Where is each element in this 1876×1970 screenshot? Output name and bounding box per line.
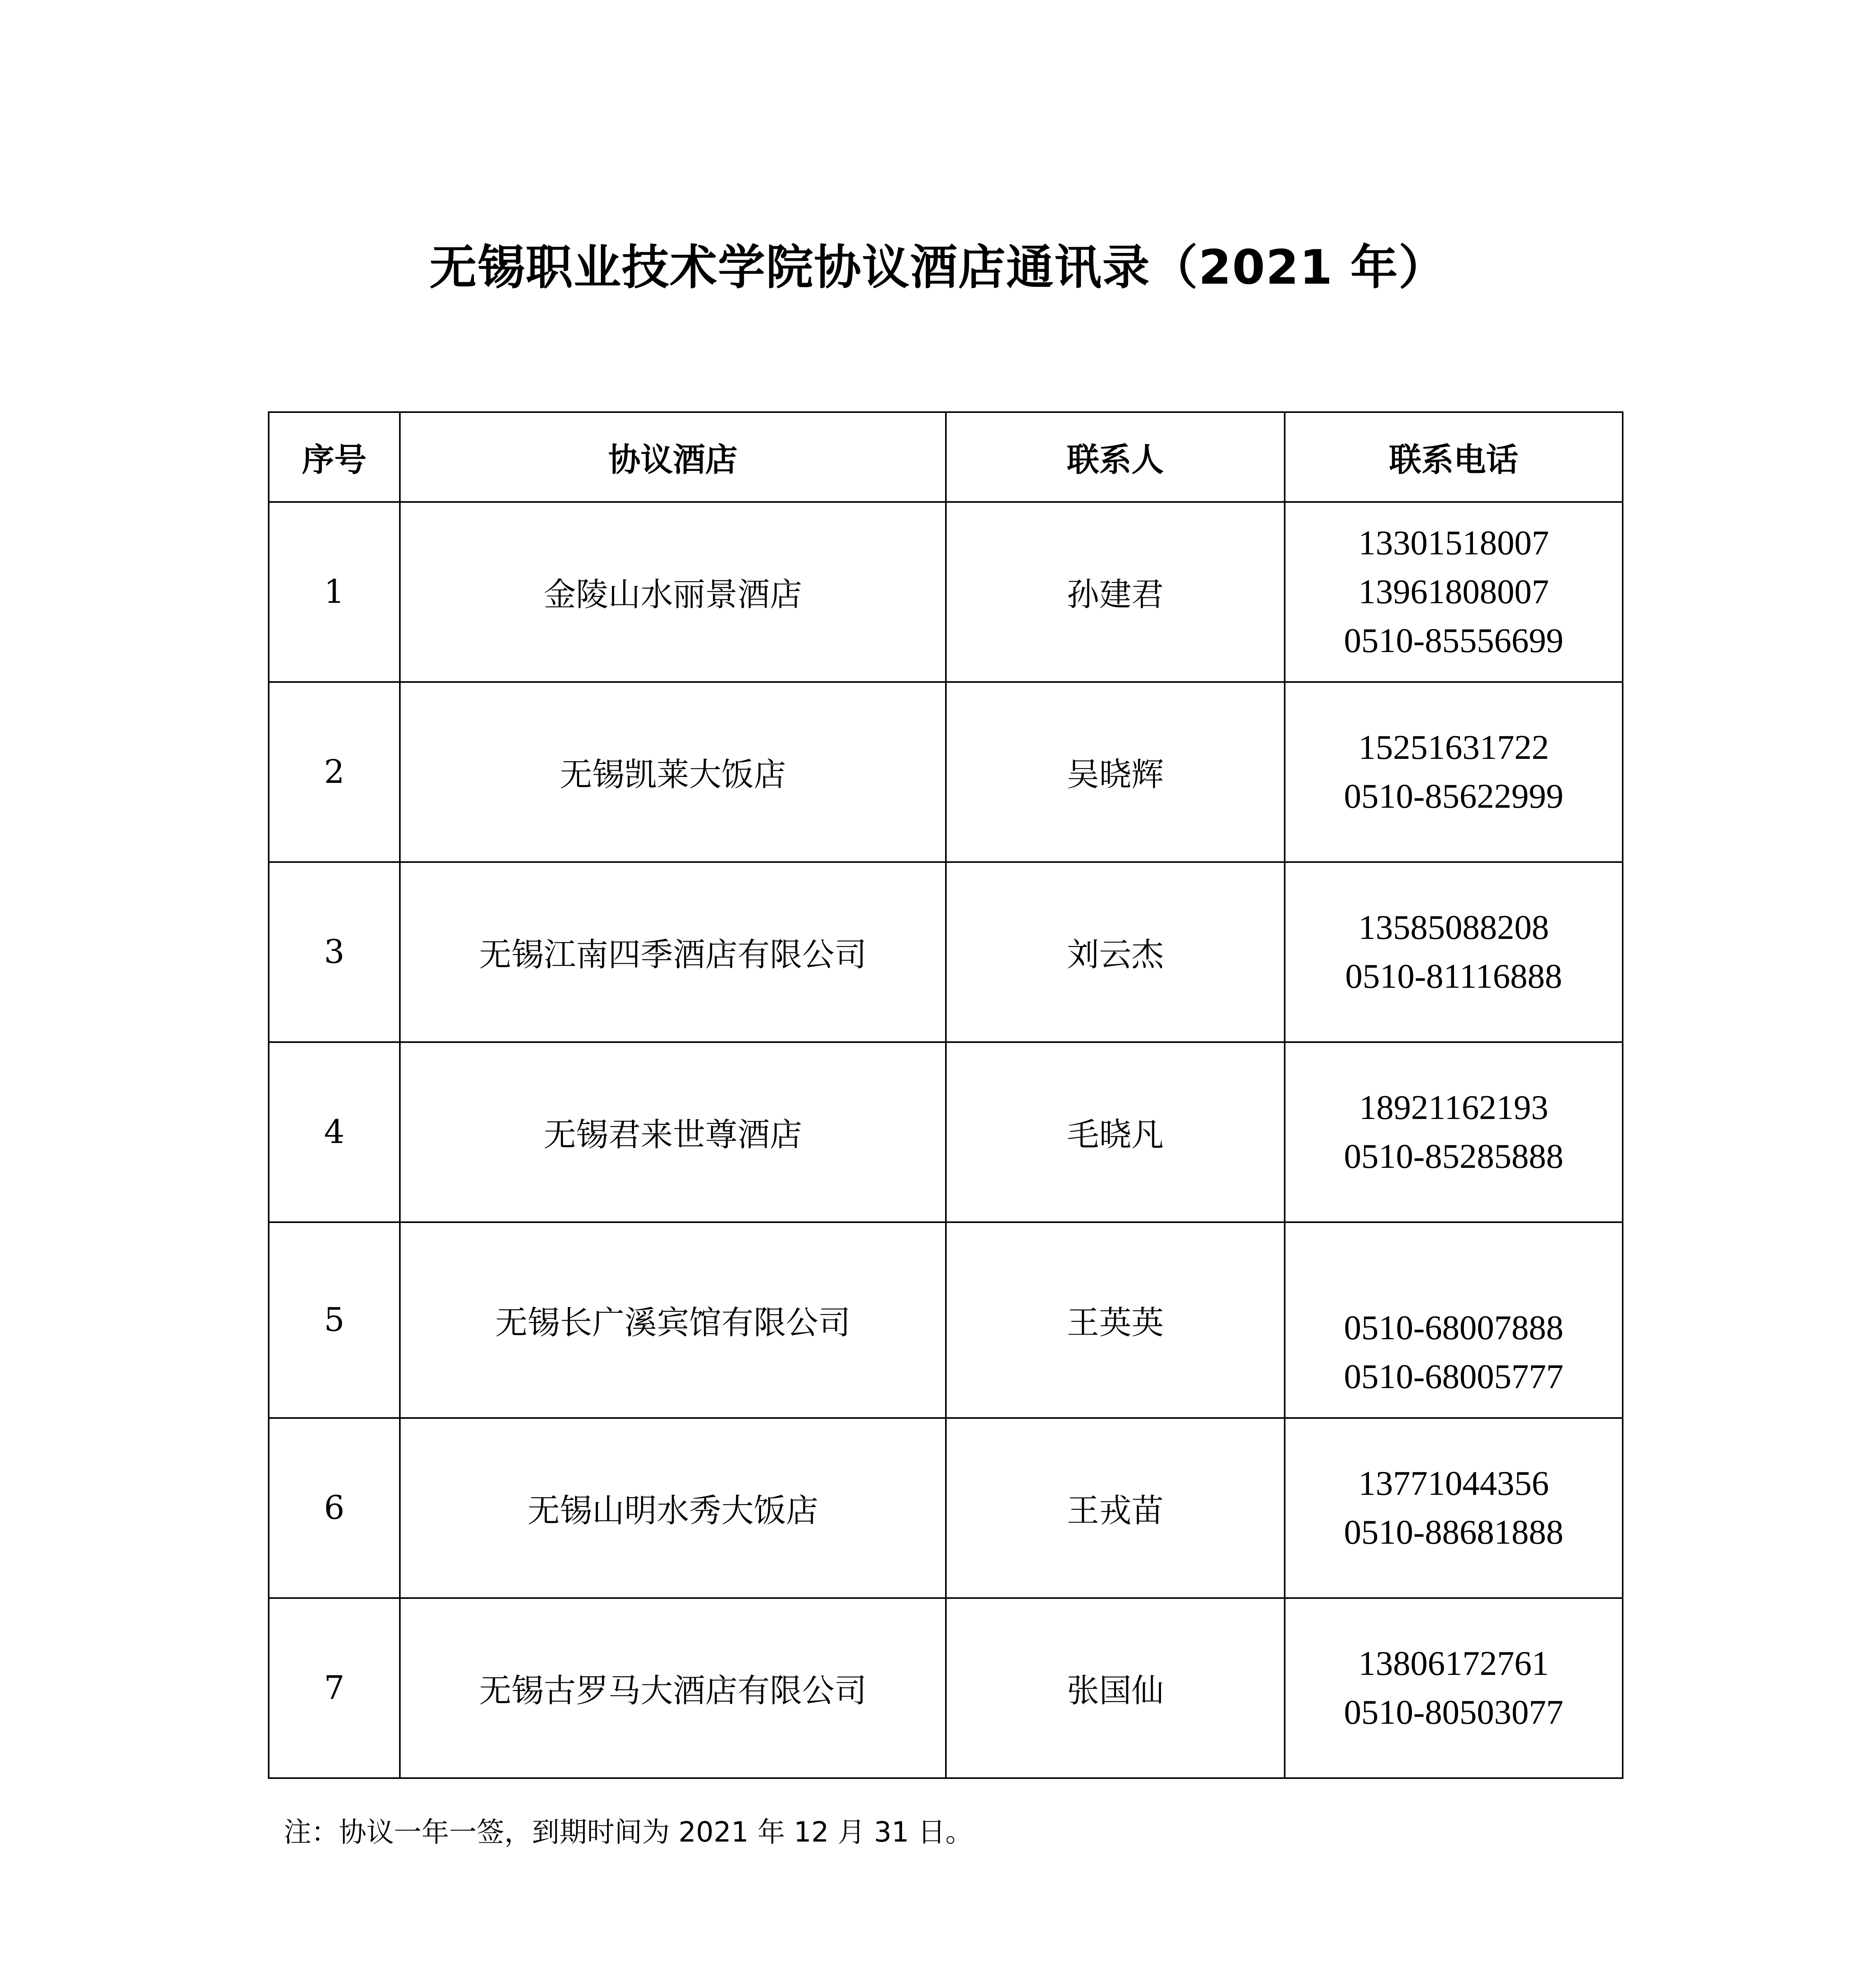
- phone-number: 0510-68007888: [1344, 1309, 1564, 1347]
- phone-number: 13301518007: [1358, 524, 1549, 562]
- phone-cell: [1285, 1418, 1623, 1598]
- contact-name: 张国仙: [946, 1598, 1285, 1778]
- phone-number: 0510-80503077: [1344, 1693, 1564, 1732]
- phone-cell: [1285, 502, 1623, 682]
- table-row: [269, 1042, 1623, 1222]
- contact-name: 吴晓辉: [946, 682, 1285, 862]
- hotel-name: 无锡古罗马大酒店有限公司: [400, 1598, 946, 1778]
- phone-number: 13585088208: [1358, 908, 1549, 947]
- hotel-name: 无锡君来世尊酒店: [400, 1042, 946, 1222]
- phone-number: 0510-85622999: [1344, 777, 1564, 816]
- hotel-name: 无锡山明水秀大饭店: [400, 1418, 946, 1598]
- phone-cell: [1285, 1042, 1623, 1222]
- phone-number: 18921162193: [1359, 1088, 1549, 1127]
- phone-number: 13961808007: [1358, 572, 1549, 611]
- row-number: 3: [269, 862, 400, 1042]
- contact-name: 王英英: [946, 1222, 1285, 1418]
- phone-cell: [1285, 1222, 1623, 1418]
- hotel-name: 无锡江南四季酒店有限公司: [400, 862, 946, 1042]
- row-number: 2: [269, 682, 400, 862]
- hotel-name: 金陵山水丽景酒店: [400, 502, 946, 682]
- phone-cell: [1285, 862, 1623, 1042]
- hotel-name: 无锡长广溪宾馆有限公司: [400, 1222, 946, 1418]
- table-row: [269, 1598, 1623, 1778]
- column-header-contact: 联系人: [946, 412, 1285, 502]
- column-header-phone: 联系电话: [1285, 412, 1623, 502]
- row-number: 1: [269, 502, 400, 682]
- phone-number: 0510-88681888: [1344, 1513, 1564, 1552]
- hotel-directory-table: [268, 411, 1623, 1779]
- phone-number: 0510-68005777: [1344, 1358, 1564, 1396]
- row-number: 6: [269, 1418, 400, 1598]
- phone-number: 0510-85556699: [1344, 621, 1564, 660]
- contact-name: 刘云杰: [946, 862, 1285, 1042]
- phone-number: 0510-81116888: [1345, 957, 1562, 996]
- contact-name: 王戎苗: [946, 1418, 1285, 1598]
- phone-number: 0510-85285888: [1344, 1137, 1564, 1176]
- row-number: 4: [269, 1042, 400, 1222]
- column-header-number: 序号: [269, 412, 400, 502]
- table-row: [269, 1222, 1623, 1418]
- phone-cell: [1285, 1598, 1623, 1778]
- phone-number: 13771044356: [1358, 1464, 1549, 1503]
- table-row: [269, 682, 1623, 862]
- phone-cell: [1285, 682, 1623, 862]
- table-row: [269, 1418, 1623, 1598]
- phone-number: 15251631722: [1358, 728, 1549, 767]
- table-row: [269, 502, 1623, 682]
- row-number: 7: [269, 1598, 400, 1778]
- contact-name: 孙建君: [946, 502, 1285, 682]
- document-title: 无锡职业技术学院协议酒店通讯录（2021 年）: [429, 240, 1447, 295]
- contact-name: 毛晓凡: [946, 1042, 1285, 1222]
- table-header-row: [269, 412, 1623, 502]
- column-header-hotel: 协议酒店: [400, 412, 946, 502]
- phone-number: 13806172761: [1358, 1644, 1549, 1683]
- table-row: [269, 862, 1623, 1042]
- hotel-name: 无锡凯莱大饭店: [400, 682, 946, 862]
- footnote: 注：协议一年一签，到期时间为 2021 年 12 月 31 日。: [284, 1816, 973, 1848]
- row-number: 5: [269, 1222, 400, 1418]
